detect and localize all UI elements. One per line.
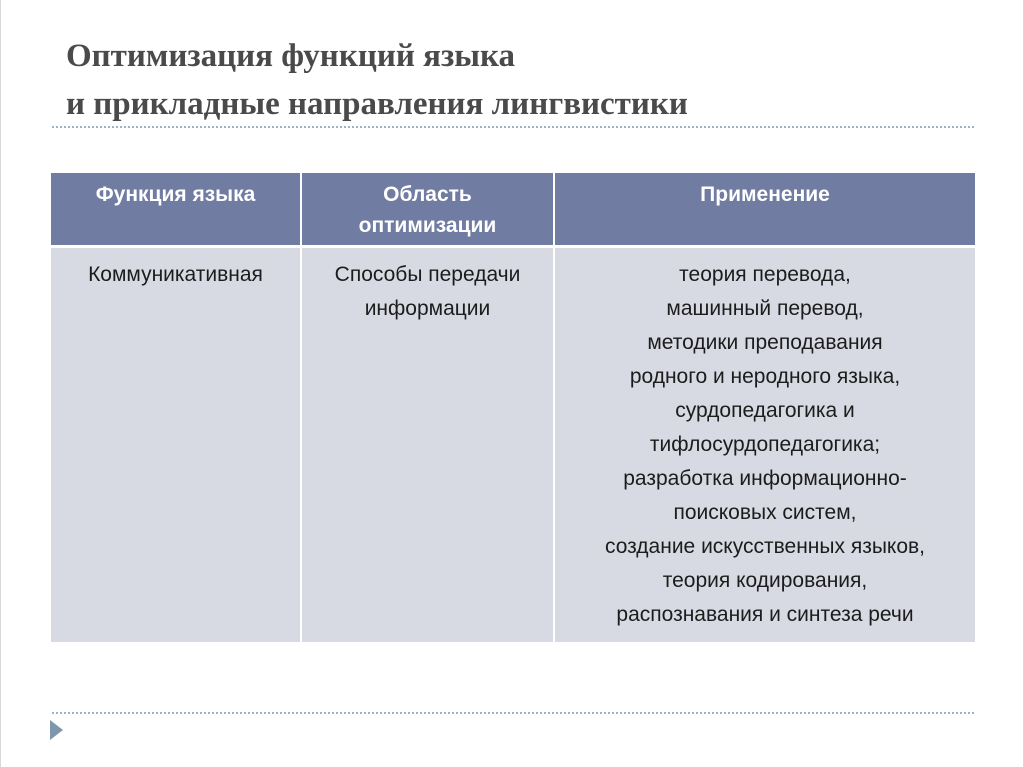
application-item: поисковых систем, <box>673 501 857 524</box>
header-function <box>51 173 301 247</box>
application-item: теория перевода, <box>679 263 851 286</box>
application-item: методики преподавания <box>647 331 883 354</box>
cell-line: Коммуникативная <box>88 263 263 286</box>
table-header-row <box>51 173 975 247</box>
slide-title <box>66 32 966 128</box>
title-divider <box>52 126 974 128</box>
application-item: машинный перевод, <box>666 297 864 320</box>
header-application <box>554 173 975 247</box>
slide-title-line-2: и прикладные направления лингвистики <box>66 86 688 122</box>
functions-table <box>51 173 975 642</box>
application-item: создание искусственных языков, <box>604 535 926 558</box>
application-item: тифлосурдопедагогика; <box>649 433 881 456</box>
application-item: разработка информационно- <box>623 467 907 490</box>
application-item: сурдопедагогика и <box>675 399 855 422</box>
application-item: теория кодирования, <box>662 569 868 592</box>
cell-function <box>51 247 301 643</box>
footer-divider <box>52 712 974 714</box>
cell-application <box>554 247 975 643</box>
cell-line: информации <box>364 297 491 320</box>
triangle-right-icon[interactable] <box>50 720 63 740</box>
application-item: распознавания и синтеза речи <box>616 603 914 626</box>
cell-area <box>301 247 554 643</box>
cell-line: Способы передачи <box>334 263 521 286</box>
header-area <box>301 173 554 247</box>
header-line: оптимизации <box>358 214 497 237</box>
header-line: Область <box>383 183 472 206</box>
table-row <box>51 247 975 643</box>
application-item: родного и неродного языка, <box>629 365 901 388</box>
header-line: Применение <box>700 183 830 206</box>
header-line: Функция языка <box>95 183 256 206</box>
slide-title-line-1: Оптимизация функций языка <box>66 38 516 74</box>
